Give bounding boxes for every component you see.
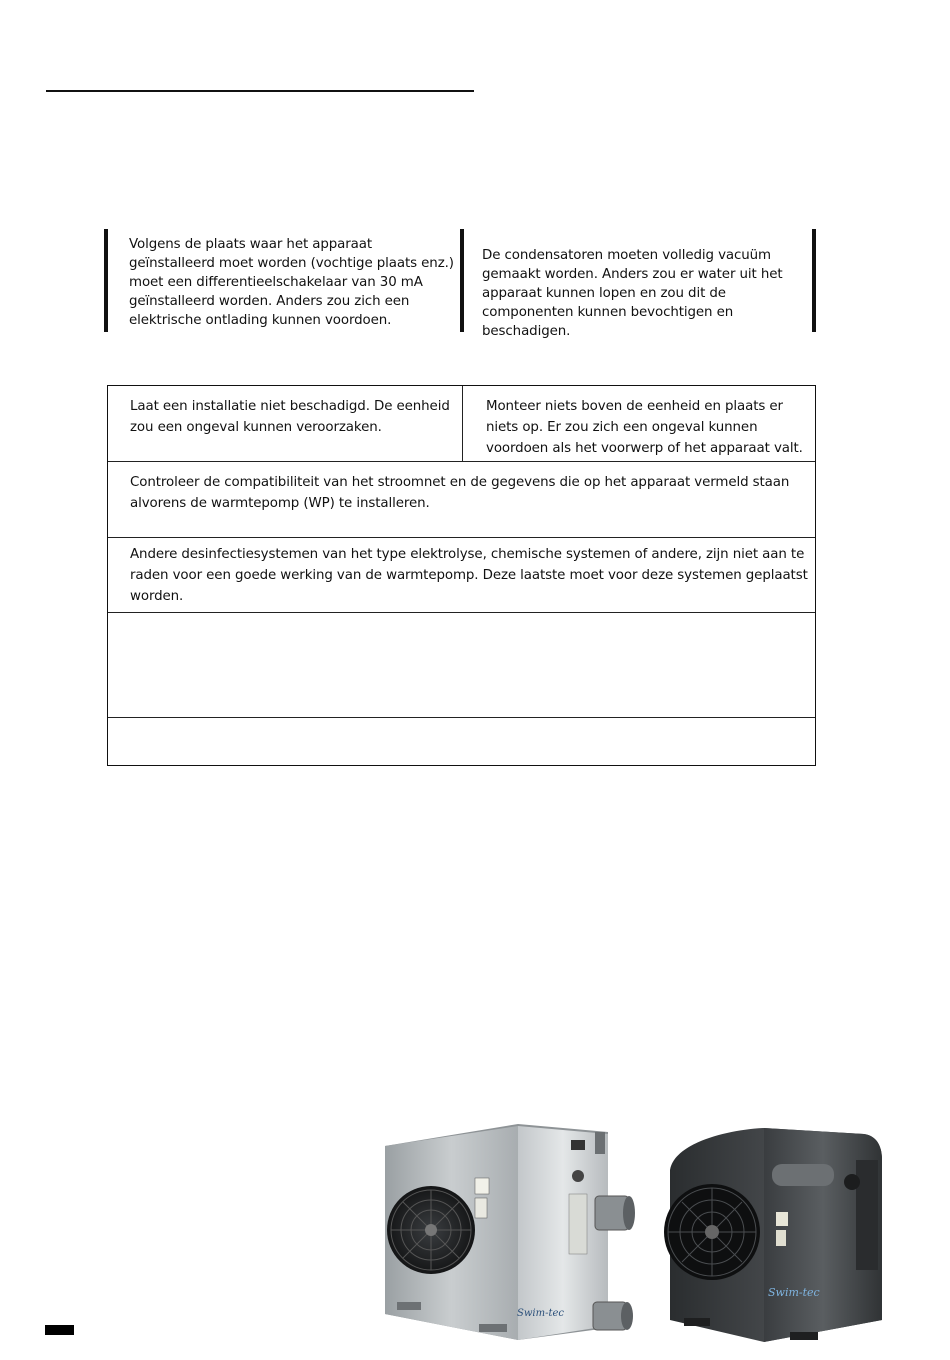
- warning-differential-switch: Volgens de plaats waar het apparaat geïnstalleerd moet worden (vochtige plaats enz.) moet een differentieelschakelaar van 30 mA geïnstalleerd worden. Anders zou zich een elektrische ontlading kunnen voordoen.: [129, 237, 454, 328]
- table-row-divider: [108, 612, 815, 613]
- safety-table: [107, 385, 816, 766]
- heat-pump-black-photo: [664, 1120, 886, 1350]
- table-row-divider: [108, 461, 815, 462]
- table-row-divider: [108, 537, 815, 538]
- table-cell-no-damage: Laat een installatie niet beschadigd. De eenheid zou een ongeval kunnen veroorzaken.: [130, 399, 450, 435]
- table-cell-power-compatibility: Controleer de compatibiliteit van het stroomnet en de gegevens die op het apparaat vermeld staan alvorens de warmtepomp (WP) te installeren.: [130, 475, 790, 511]
- page-number-tab: [45, 1325, 74, 1335]
- table-cell-disinfection-systems: Andere desinfectiesystemen van het type elektrolyse, chemische systemen of andere, zijn niet aan te raden voor een goede werking van de warmtepomp. Deze laatste moet voor deze systemen geplaatst worden.: [130, 547, 808, 604]
- silver-unit-logo: Swim-tec: [517, 1308, 565, 1319]
- warning-bar-left: [104, 229, 108, 332]
- warning-condensers-vacuum: De condensatoren moeten volledig vacuüm gemaakt worden. Anders zou er water uit het apparaat kunnen lopen en zou dit de componenten kunnen bevochtigen en beschadigen.: [482, 248, 783, 339]
- table-row-divider: [108, 717, 815, 718]
- warning-bar-middle: [460, 229, 464, 332]
- table-column-divider: [462, 386, 463, 461]
- heading-underline: [46, 90, 474, 92]
- table-cell-nothing-on-top: Monteer niets boven de eenheid en plaats er niets op. Er zou zich een ongeval kunnen voordoen als het voorwerp of het apparaat valt.: [486, 399, 803, 456]
- warning-bar-right: [812, 229, 816, 332]
- warning-box-top: [104, 229, 816, 339]
- heat-pump-silver-photo: [383, 1118, 645, 1348]
- black-unit-logo: Swim-tec: [768, 1286, 820, 1299]
